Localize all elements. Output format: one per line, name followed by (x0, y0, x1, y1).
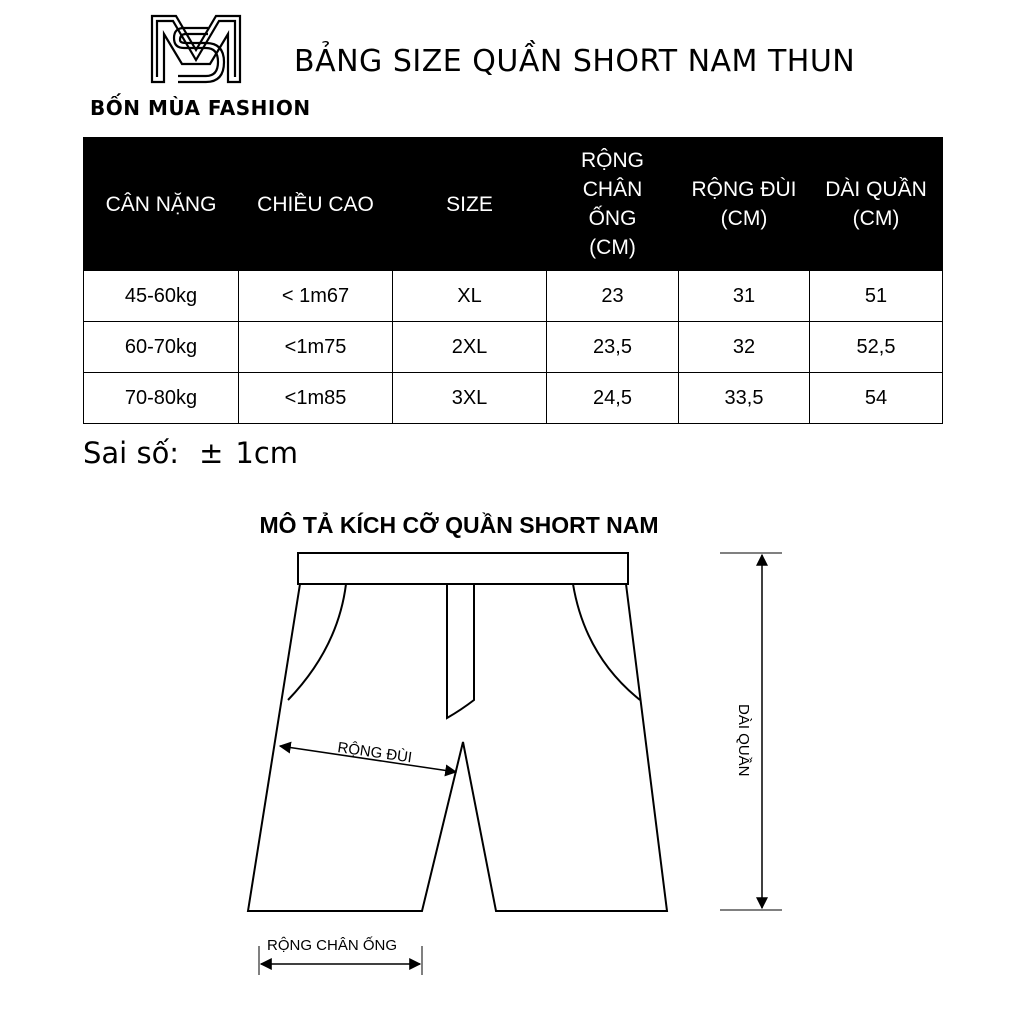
header-length: DÀI QUẦN (CM) (810, 138, 943, 271)
waistband (298, 553, 628, 584)
cell-weight: 45-60kg (84, 271, 239, 322)
cell-thigh: 31 (679, 271, 810, 322)
tolerance-label: Sai số: (83, 436, 180, 470)
diagram-title: MÔ TẢ KÍCH CỠ QUẦN SHORT NAM (259, 512, 659, 538)
cell-length: 54 (810, 373, 943, 424)
cell-thigh: 33,5 (679, 373, 810, 424)
cell-size: 2XL (393, 322, 547, 373)
cell-size: 3XL (393, 373, 547, 424)
cell-leg-opening: 23,5 (547, 322, 679, 373)
header-thigh: RỘNG ĐÙI (CM) (679, 138, 810, 271)
cell-leg-opening: 24,5 (547, 373, 679, 424)
length-label: DÀI QUẦN (735, 704, 752, 777)
cell-size: XL (393, 271, 547, 322)
cell-height: < 1m67 (239, 271, 393, 322)
right-pocket (573, 584, 640, 700)
header-weight: CÂN NẶNG (84, 138, 239, 271)
brand-name: BỐN MÙA FASHION (90, 96, 311, 120)
cell-weight: 70-80kg (84, 373, 239, 424)
cell-thigh: 32 (679, 322, 810, 373)
cell-length: 51 (810, 271, 943, 322)
fly-stitch (447, 584, 474, 718)
header-height: CHIỀU CAO (239, 138, 393, 271)
cell-height: <1m85 (239, 373, 393, 424)
plus-minus-symbol: ± (199, 436, 224, 470)
cell-height: <1m75 (239, 322, 393, 373)
header-size: SIZE (393, 138, 547, 271)
cell-leg-opening: 23 (547, 271, 679, 322)
leg-opening-label: RỘNG CHÂN ỐNG (267, 937, 398, 954)
thigh-label: RỘNG ĐÙI (336, 739, 414, 767)
tolerance-value: 1cm (235, 436, 299, 470)
cell-weight: 60-70kg (84, 322, 239, 373)
header-leg-opening: RỘNG CHÂN ỐNG (CM) (547, 138, 679, 271)
cell-length: 52,5 (810, 322, 943, 373)
shorts-outline (248, 584, 667, 911)
page-title: BẢNG SIZE QUẦN SHORT NAM THUN (294, 44, 856, 79)
